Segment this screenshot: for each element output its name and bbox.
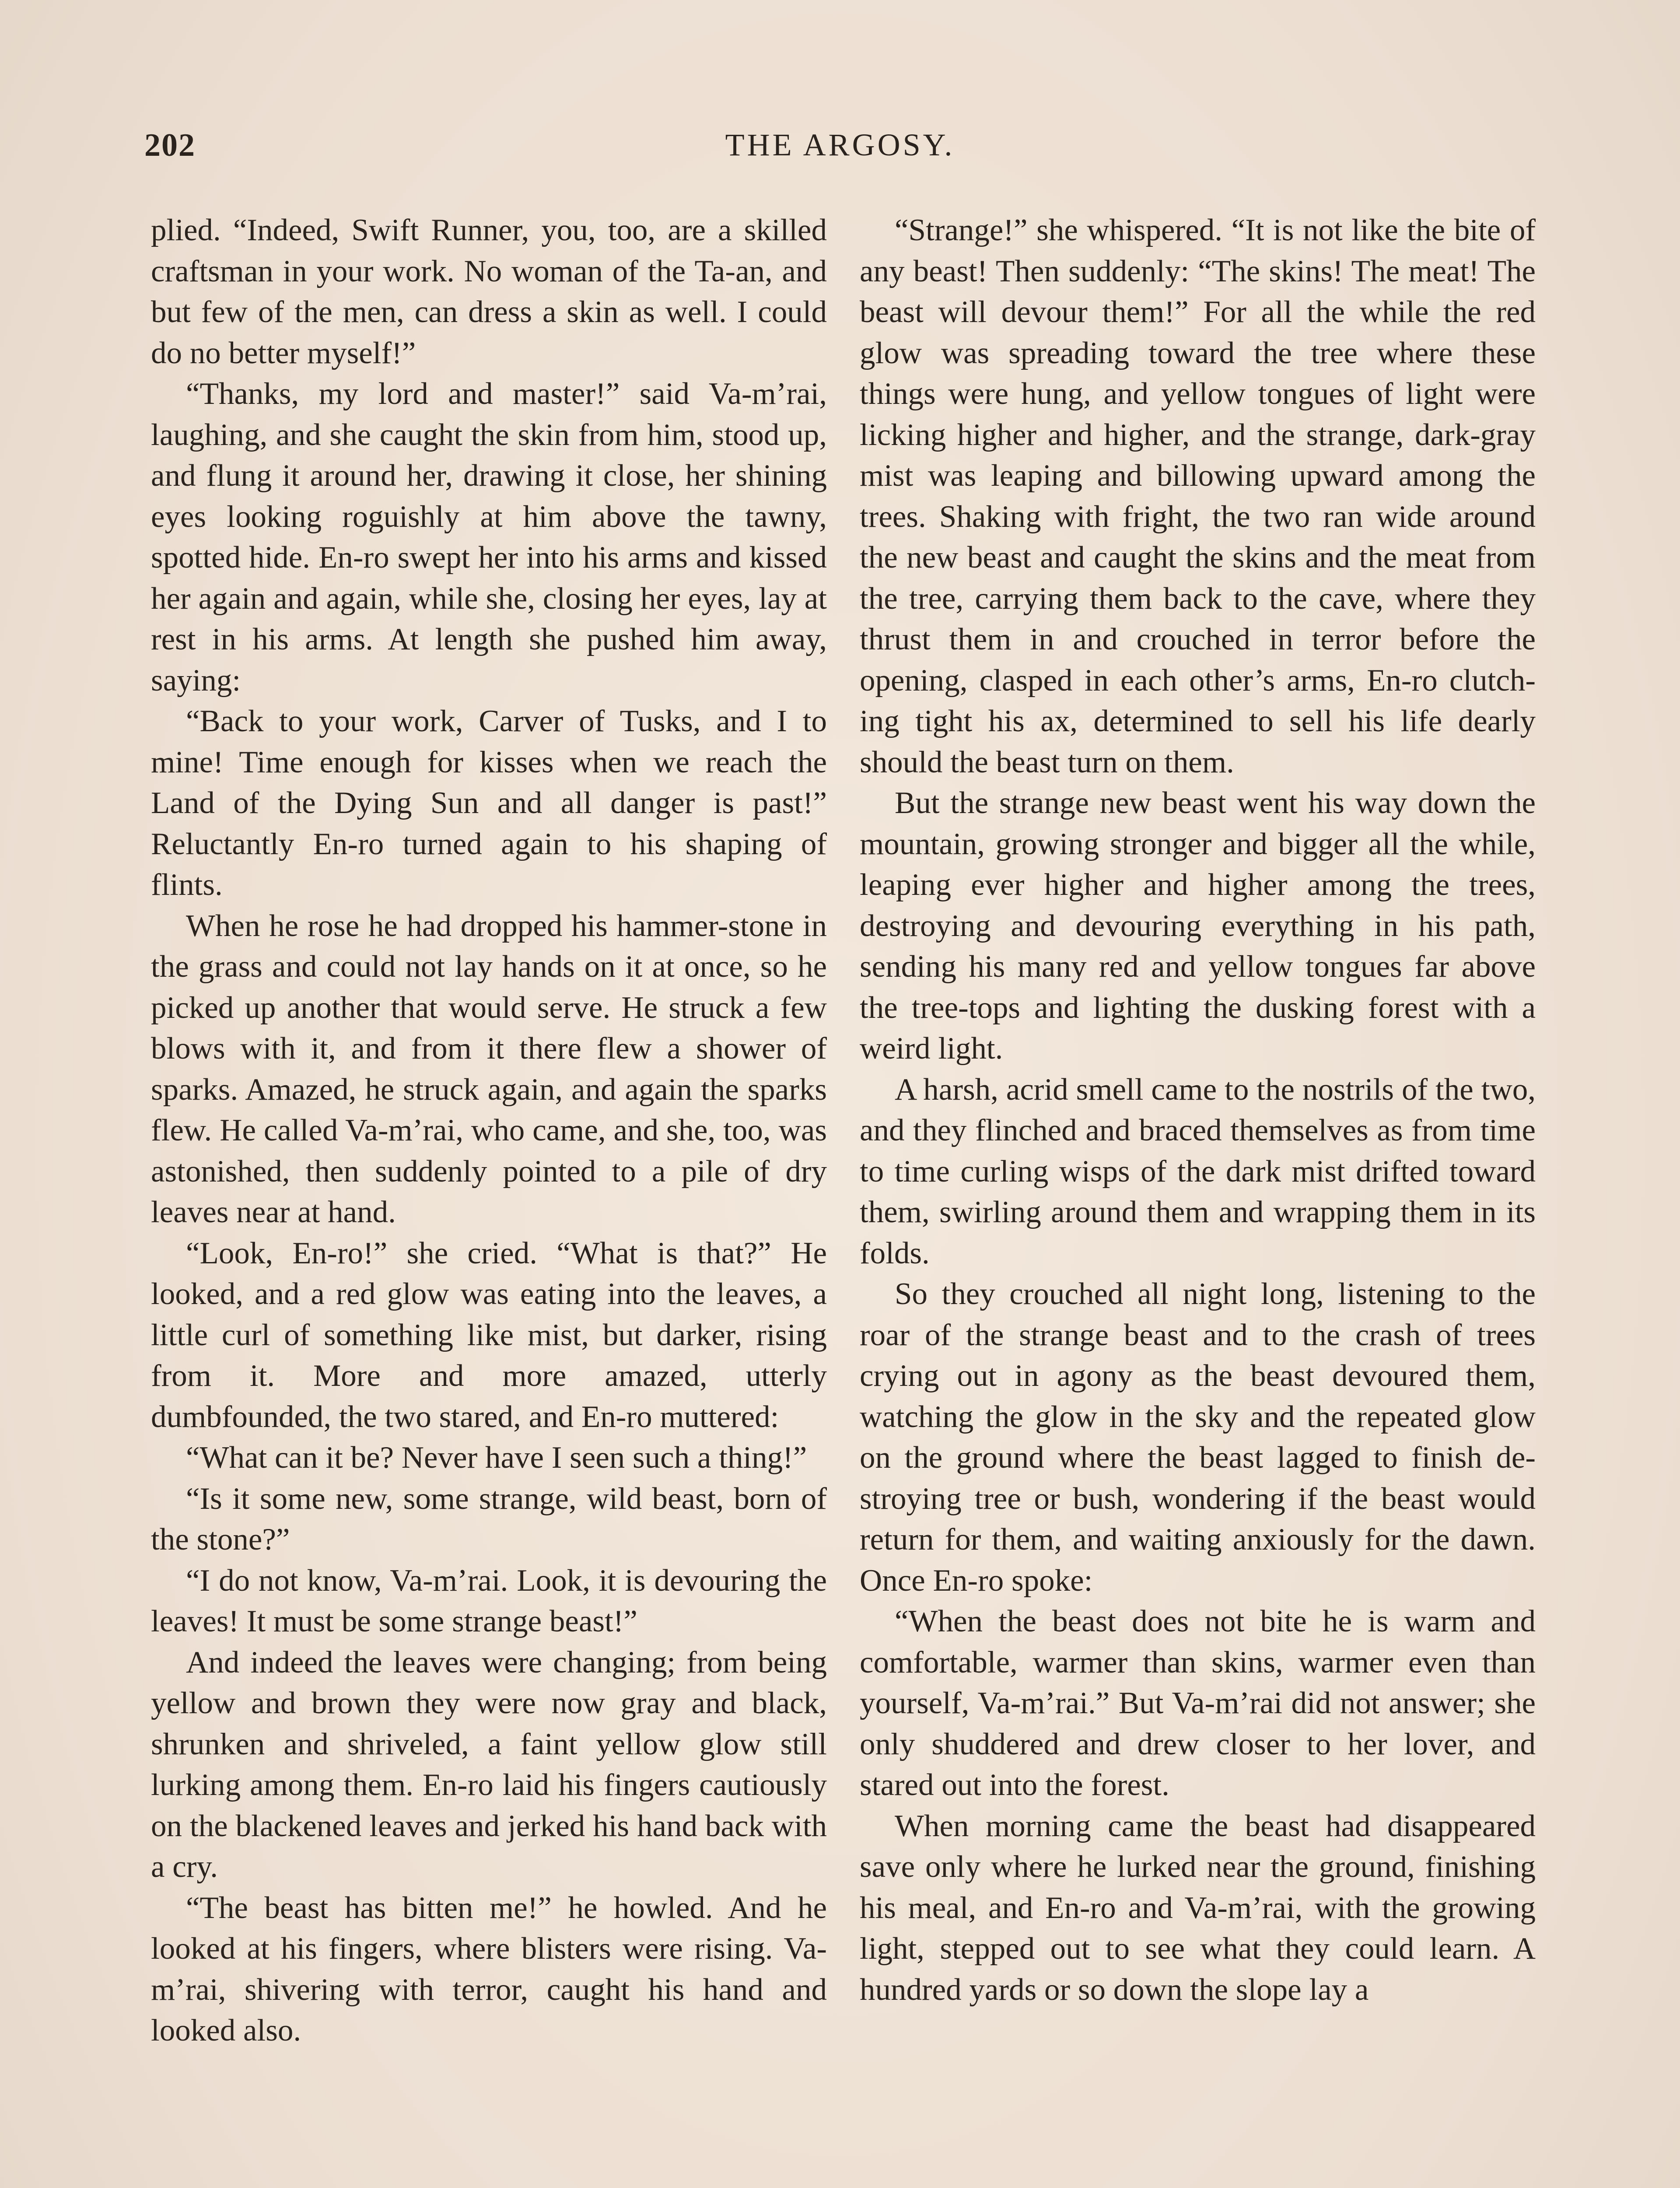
paragraph: “What can it be? Never have I seen such a thing!”: [186, 1441, 807, 1475]
paragraph: When morning came the beast had disappeared save only where he lurked near the ground, finishing his meal, and En-ro and Va-m’rai, with the growing light, stepped out to see what they could learn. A hundred yards or so down the slope lay a: [860, 1809, 1536, 2007]
paragraph: “Is it some new, some strange, wild beast, born of the stone?”: [151, 1481, 827, 1557]
paragraph: So they crouched all night long, listening to the roar of the strange beast and to the crash of trees crying out in agony as the beast devoured them, watching the glow in the sky and the repeated glow on the ground where the beast lagged to finish destroying tree or bush, wondering if the beast would return for them, and waiting anxiously for the dawn. Once En-ro spoke:: [860, 1277, 1536, 1598]
paragraph: “When the beast does not bite he is warm and comfortable, warmer than skins, warmer even than yourself, Va-m’rai.” But Va-m’rai did not answer; she only shuddered and drew closer to her lover, and stared out into the forest.: [860, 1604, 1536, 1802]
paragraph: “Look, En-ro!” she cried. “What is that?” He looked, and a red glow was eating into the leaves, a little curl of something like mist, but darker, rising from it. More and more amazed, utterly dumbfounded, the two stared, and En-ro muttered:: [151, 1236, 827, 1434]
left-text-column: [151, 210, 827, 2051]
running-title: THE ARGOSY.: [725, 127, 955, 162]
paragraph: “Thanks, my lord and master!” said Va-m’rai, laughing, and she caught the skin from him, stood up, and flung it around her, drawing it close, her shining eyes looking roguishly at him above the tawny, spotted hide. En-ro swept her into his arms and kissed her again and again, while she, closing her eyes, lay at rest in his arms. At length she pushed him away, saying:: [151, 377, 827, 698]
paragraph: “Strange!” she whispered. “It is not like the bite of any beast! Then suddenly: “The skins! The meat! The beast will devour them!” For all the while the red glow was spreading toward the tree where these things were hung, and yellow tongues of light were licking higher and higher, and the strange, dark-gray mist was leaping and billowing upward among the trees. Shaking with fright, the two ran wide around the new beast and caught the skins and the meat from the tree, carrying them back to the cave, where they thrust them in and crouched in terror before the opening, clasped in each other’s arms, En-ro clutching tight his ax, determined to sell his life dearly should the beast turn on them.: [860, 213, 1536, 779]
paragraph: “Back to your work, Carver of Tusks, and I to mine! Time enough for kisses when we reach the Land of the Dying Sun and all danger is past!” Reluctantly En-ro turned again to his shaping of flints.: [151, 704, 827, 902]
paragraph: “I do not know, Va-m’rai. Look, it is devouring the leaves! It must be some strange beast!”: [151, 1563, 827, 1638]
page-number: 202: [144, 127, 196, 163]
right-text-column: [860, 210, 1536, 2010]
paragraph: plied. “Indeed, Swift Runner, you, too, are a skilled craftsman in your work. No woman of the Ta-an, and but few of the men, can dress a skin as well. I could do no better myself!”: [151, 213, 827, 370]
paragraph: A harsh, acrid smell came to the nostrils of the two, and they flinched and braced themselves as from time to time curling wisps of the dark mist drifted toward them, swirling around them and wrapping them in its folds.: [860, 1072, 1536, 1270]
paragraph: But the strange new beast went his way down the mountain, growing stronger and bigger all the while, leaping ever higher and higher among the trees, destroying and devouring everything in his path, sending his many red and yellow tongues far above the tree-tops and lighting the dusking forest with a weird light.: [860, 786, 1536, 1066]
paragraph: When he rose he had dropped his hammer-stone in the grass and could not lay hands on it at once, so he picked up another that would serve. He struck a few blows with it, and from it there flew a shower of sparks. Amazed, he struck again, and again the sparks flew. He called Va-m’rai, who came, and she, too, was astonished, then suddenly pointed to a pile of dry leaves near at hand.: [151, 908, 827, 1229]
paragraph: “The beast has bitten me!” he howled. And he looked at his fingers, where blisters were rising. Va-m’rai, shivering with terror, caught his hand and looked also.: [151, 1890, 827, 2048]
page-header: [144, 127, 1536, 179]
paragraph: And indeed the leaves were changing; from being yellow and brown they were now gray and black, shrunken and shriveled, a faint yellow glow still lurking among them. En-ro laid his fingers cautiously on the blackened leaves and jerked his hand back with a cry.: [151, 1645, 827, 1884]
